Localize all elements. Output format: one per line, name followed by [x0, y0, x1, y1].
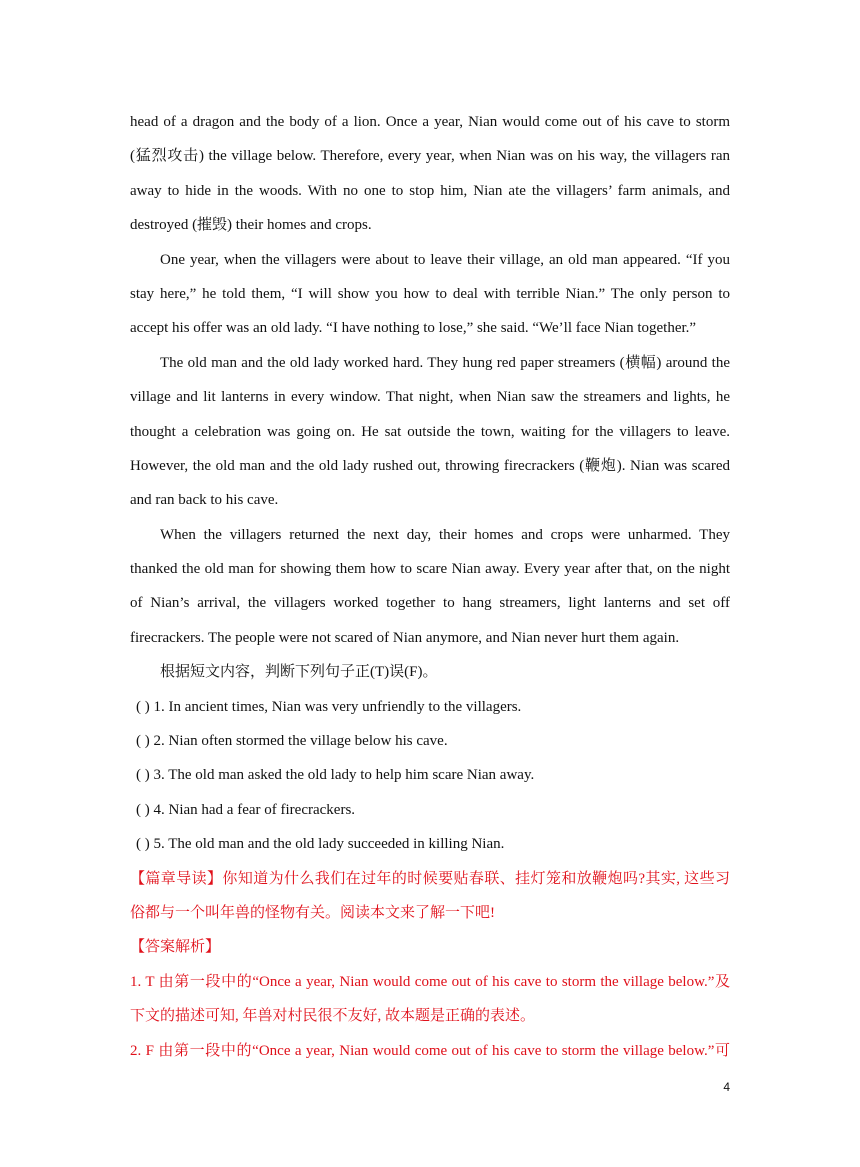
- paragraph-line: away to hide in the woods. With no one to stop him, Nian ate the villagers’ farm animals, and: [130, 182, 730, 199]
- paragraph-line: The old man and the old lady worked hard. They hung red paper streamers (横幅) around the: [160, 354, 730, 371]
- paragraph-line: thought a celebration was going on. He sat outside the town, waiting for the villagers to leave.: [130, 423, 730, 440]
- answer-line: 下文的描述可知, 年兽对村民很不友好, 故本题是正确的表述。: [130, 1008, 536, 1025]
- paragraph-line: village and lit lanterns in every window. That night, when Nian saw the streamers and lights, he: [130, 389, 730, 406]
- passage-body: [130, 105, 730, 1068]
- paragraph-3: [130, 346, 730, 518]
- question-item: ( ) 1. In ancient times, Nian was very unfriendly to the villagers.: [136, 698, 522, 715]
- paragraph-2: [130, 243, 730, 346]
- question-item: ( ) 3. The old man asked the old lady to help him scare Nian away.: [136, 767, 535, 784]
- paragraph-line: of Nian’s arrival, the villagers worked together to hang streamers, light lanterns and set off: [130, 595, 730, 612]
- answer-explanations: [130, 965, 730, 1068]
- paragraph-line: One year, when the villagers were about to leave their village, an old man appeared. “If you: [160, 251, 730, 268]
- question-item: ( ) 4. Nian had a fear of firecrackers.: [136, 801, 356, 818]
- paragraph-line: thanked the old man for showing them how to scare Nian away. Every year after that, on the night: [130, 561, 730, 578]
- guide-line: 俗都与一个叫年兽的怪物有关。阅读本文来了解一下吧!: [130, 904, 495, 921]
- question-item: ( ) 2. Nian often stormed the village below his cave.: [136, 733, 448, 750]
- paragraph-line: and ran back to his cave.: [130, 492, 279, 509]
- answer-heading: 【答案解析】: [130, 939, 221, 956]
- question-list: [130, 690, 730, 862]
- answer-line: 2. F 由第一段中的“Once a year, Nian would come out of his cave to storm the village below.”可: [130, 1042, 730, 1059]
- paragraph-line: accept his offer was an old lady. “I have nothing to lose,” she said. “We’ll face Nian together.”: [130, 320, 697, 337]
- page-number: 4: [723, 1080, 730, 1094]
- paragraph-line: head of a dragon and the body of a lion. Once a year, Nian would come out of his cave to storm: [130, 114, 730, 130]
- paragraph-line: However, the old man and the old lady rushed out, throwing firecrackers (鞭炮). Nian was scared: [130, 457, 730, 474]
- paragraph-line: (猛烈攻击) the village below. Therefore, every year, when Nian was on his way, the villagers ran: [130, 148, 730, 165]
- answer-line: 1. T 由第一段中的“Once a year, Nian would come out of his cave to storm the village below.”及: [130, 973, 730, 990]
- paragraph-line: firecrackers. The people were not scared of Nian anymore, and Nian never hurt them again.: [130, 629, 680, 646]
- paragraph-line: stay here,” he told them, “I will show you how to deal with terrible Nian.” The only person to: [130, 285, 730, 302]
- question-item: ( ) 5. The old man and the old lady succeeded in killing Nian.: [136, 836, 505, 853]
- instructions: 根据短文内容，判断下列句子正(T)误(F)。: [160, 664, 438, 681]
- paragraph-line: destroyed (摧毁) their homes and crops.: [130, 217, 372, 234]
- paragraph-4: [130, 518, 730, 656]
- passage-guide: [130, 862, 730, 931]
- paragraph-1: [130, 105, 730, 243]
- paragraph-line: When the villagers returned the next day, their homes and crops were unharmed. They: [160, 526, 730, 543]
- guide-line: 【篇章导读】你知道为什么我们在过年的时候要贴春联、挂灯笼和放鞭炮吗?其实, 这些习: [130, 870, 730, 887]
